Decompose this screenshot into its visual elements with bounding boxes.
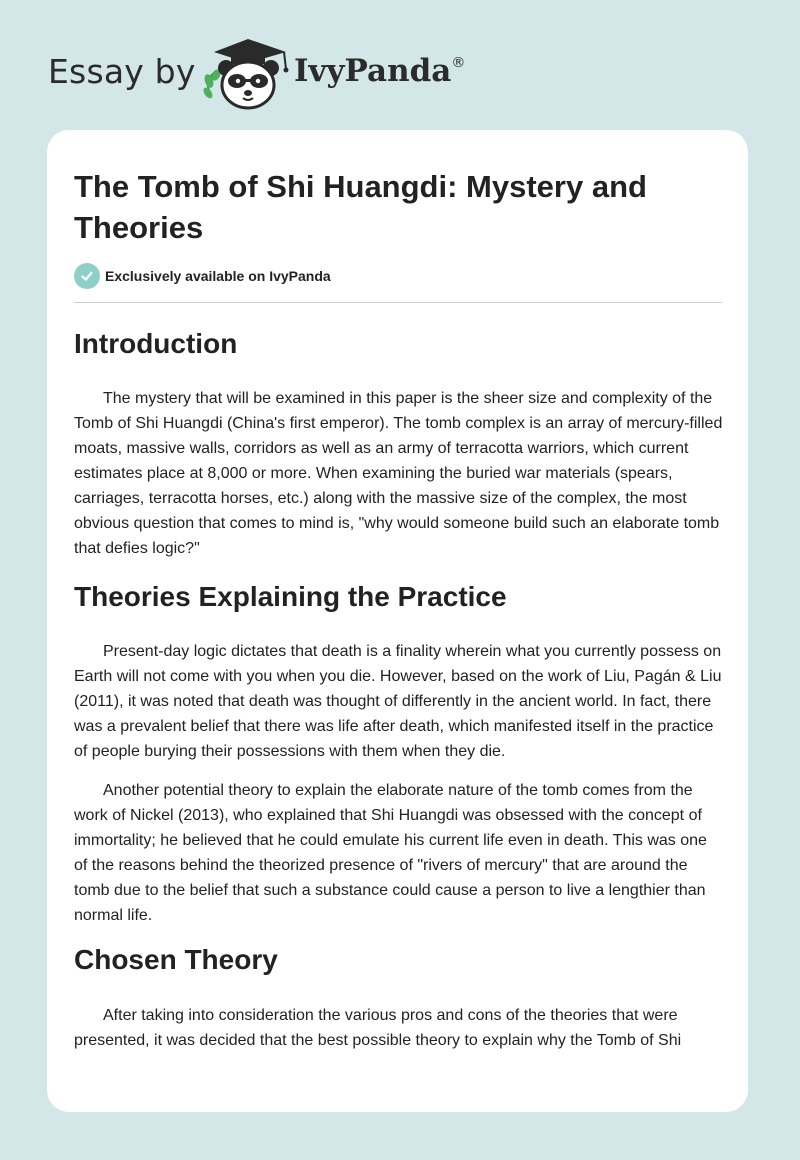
paragraph: Present-day logic dictates that death is a finality wherein what you currently possess on Earth will not come with you when you die. However, based on the work of Liu, Pagán & Liu (2011), it was noted that death was thought of differently in the ancient world. In fact, there was a prevalent belief that there was life after death, which manifested itself in the practice of people burying their possessions with them when they die. <box>74 643 722 760</box>
brand-prefix: Essay by <box>48 52 196 91</box>
site-header <box>0 0 800 130</box>
brand-name-text: IvyPanda <box>294 53 452 89</box>
section-heading-introduction: Introduction <box>74 328 238 359</box>
divider <box>74 302 722 303</box>
paragraph: Another potential theory to explain the elaborate nature of the tomb comes from the work of Nickel (2013), who explained that Shi Huangdi was obsessed with the concept of immortality; he believed that he could emulate his current life even in death. This was one of the reasons behind the theorized presence of "rivers of mercury" that are around the tomb due to the belief that such a substance could cause a person to live a lengthier than normal life. <box>74 782 707 924</box>
article-body <box>74 320 724 1053</box>
check-circle-icon <box>74 263 100 289</box>
paragraph: After taking into consideration the various pros and cons of the theories that were presented, it was decided that the best possible theory to explain why the Tomb of Shi <box>74 1007 682 1049</box>
section-heading-chosen-theory: Chosen Theory <box>74 944 278 975</box>
brand-name[interactable] <box>294 53 465 89</box>
section-heading-theories: Theories Explaining the Practice <box>74 581 507 612</box>
article-title: The Tomb of Shi Huangdi: Mystery and Theories <box>74 169 647 245</box>
exclusive-badge <box>74 263 331 289</box>
panda-graduate-icon[interactable] <box>200 35 292 110</box>
article-card <box>47 130 748 1112</box>
badge-text: Exclusively available on IvyPanda <box>105 268 331 284</box>
paragraph: The mystery that will be examined in this paper is the sheer size and complexity of the Tomb of Shi Huangdi (China's first emperor). The tomb complex is an array of mercury-filled moats, massive walls, corridors as well as an army of terracotta warriors, which current estimates place at 8,000 or more. When examining the buried war materials (spears, carriages, terracotta horses, etc.) along with the massive size of the complex, the most obvious question that comes to mind is, "why would someone build such an elaborate tomb that defies logic?" <box>74 390 723 557</box>
registered-mark: ® <box>451 55 466 71</box>
